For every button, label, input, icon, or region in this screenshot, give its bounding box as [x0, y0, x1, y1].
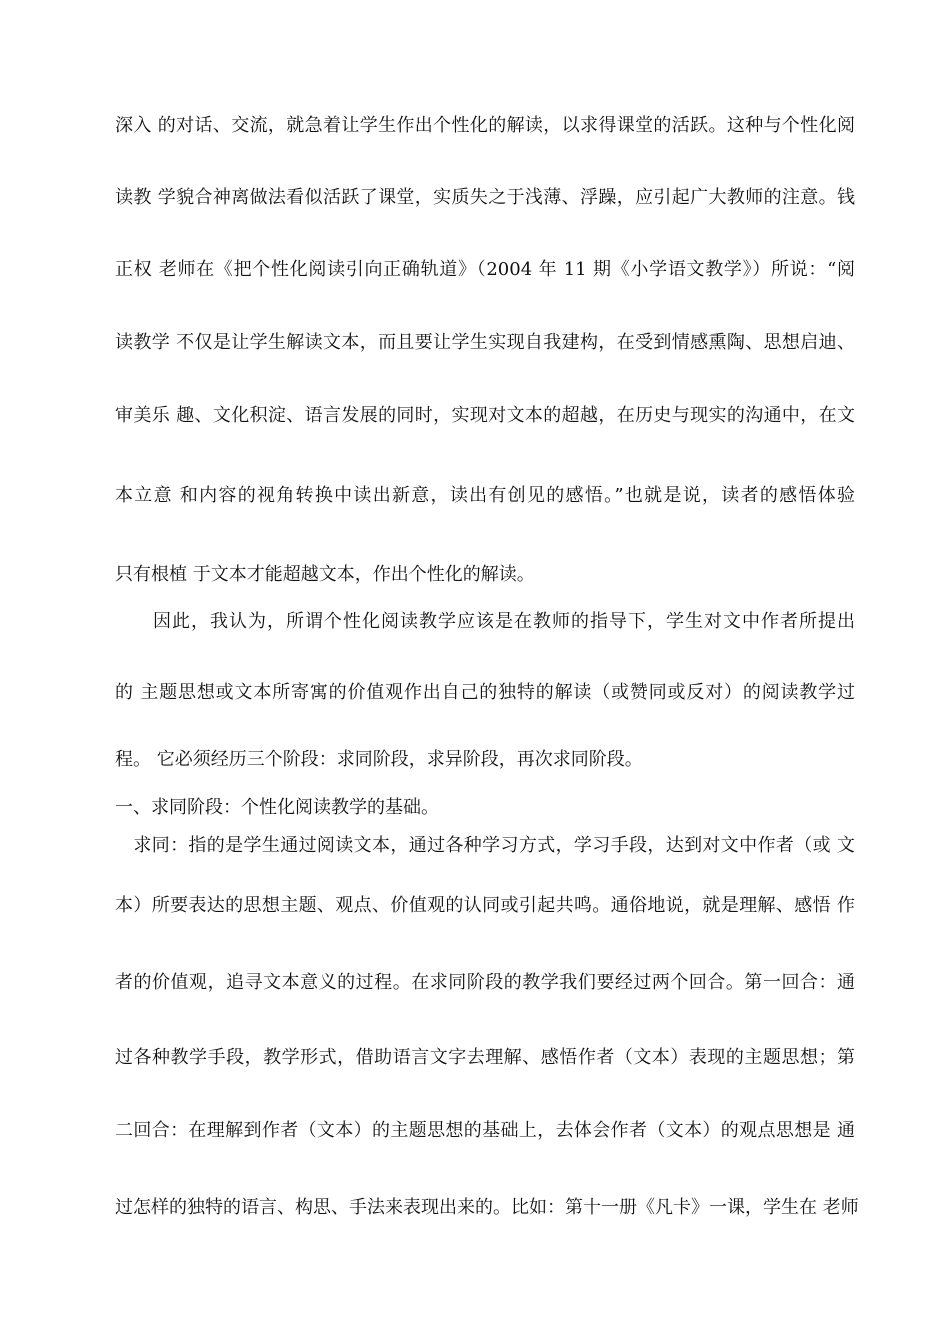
text-line-3: 正权 老师在《把个性化阅读引向正确轨道》（2004 年 11 期《小学语文教学》）所说：“阅 — [115, 259, 855, 280]
section-line-3: 者的价值观，追寻文本意义的过程。在求同阶段的教学我们要经过两个回合。第一回合：通 — [115, 972, 855, 993]
text-line-1: 深入 的对话、交流，就急着让学生作出个性化的解读，以求得课堂的活跃。这种与个性化阅 — [115, 115, 855, 136]
section-line-6: 过怎样的独特的语言、构思、手法来表现出来的。比如：第十一册《凡卡》一课，学生在 老师 — [115, 1197, 859, 1218]
section-line-1: 求同：指的是学生通过阅读文本，通过各种学习方式，学习手段，达到对文中作者（或 文 — [115, 835, 855, 856]
section-line-5: 二回合：在理解到作者（文本）的主题思想的基础上，去体会作者（文本）的观点思想是 通 — [115, 1120, 855, 1141]
text-line-5: 审美乐 趣、文化积淀、语言发展的同时，实现对文本的超越，在历史与现实的沟通中，在文 — [115, 405, 855, 426]
paragraph-line-2: 的 主题思想或文本所寄寓的价值观作出自己的独特的解读（或赞同或反对）的阅读教学过 — [115, 682, 855, 703]
section-line-2: 本）所要表达的思想主题、观点、价值观的认同或引起共鸣。通俗地说，就是理解、感悟 作 — [115, 895, 855, 916]
section-heading: 一、求同阶段：个性化阅读教学的基础。 — [115, 797, 439, 818]
paragraph-line-1: 因此，我认为，所谓个性化阅读教学应该是在教师的指导下，学生对文中作者所提出 — [115, 611, 855, 632]
paragraph-line-3: 程。 它必须经历三个阶段：求同阶段，求异阶段，再次求同阶段。 — [115, 749, 643, 770]
section-line-4: 过各种教学手段，教学形式，借助语言文字去理解、感悟作者（文本）表现的主题思想；第 — [115, 1047, 855, 1068]
text-line-6: 本立意 和内容的视角转换中读出新意，读出有创见的感悟。”也就是说，读者的感悟体验 — [115, 485, 855, 506]
text-line-7: 只有根植 于文本才能超越文本，作出个性化的解读。 — [115, 564, 535, 585]
text-line-2: 读教 学貌合神离做法看似活跃了课堂，实质失之于浅薄、浮躁，应引起广大教师的注意。钱 — [115, 187, 855, 208]
text-line-4: 读教学 不仅是让学生解读文本，而且要让学生实现自我建构，在受到情感熏陶、思想启迪、 — [115, 332, 855, 353]
